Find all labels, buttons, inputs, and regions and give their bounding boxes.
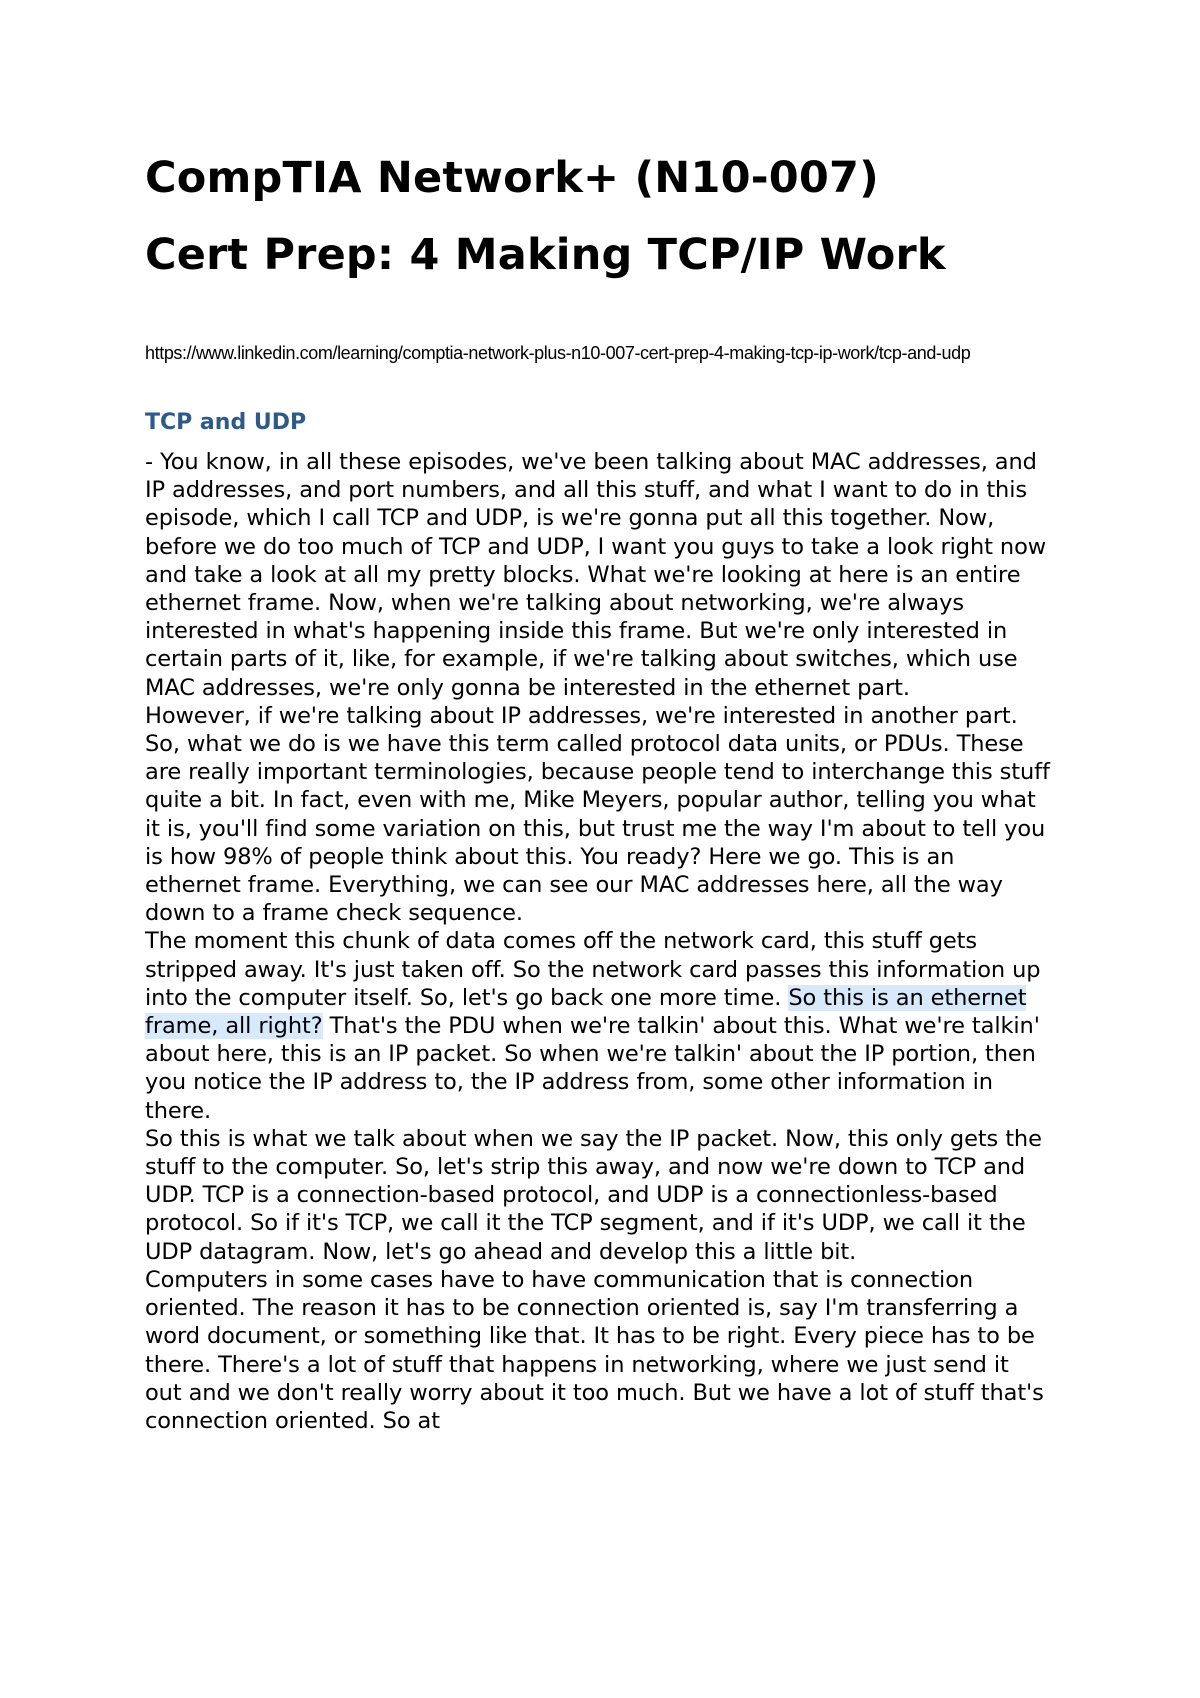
title-line-1: CompTIA Network+ (N10-007) <box>145 153 879 203</box>
source-url: https://www.linkedin.com/learning/comptia-network-plus-n10-007-cert-prep-4-making-tcp-ip-work/tcp-and-udp <box>145 343 971 363</box>
title-line-2: Cert Prep: 4 Making TCP/IP Work <box>145 230 946 280</box>
paragraph-5: Computers in some cases have to have communication that is connection oriented. The reason it has to be connection oriented is, say I'm transferring a word document, or something like that. It has to be right. Every piece has to be there. There's a lot of stuff that happens in networking, where we just send it out and we don't really worry about it too much. But we have a lot of stuff that's connection oriented. So at <box>145 1266 1044 1434</box>
section-heading: TCP and UDP <box>145 410 307 435</box>
highlighted-text: So this is an ethernet frame, all right? <box>145 984 1027 1040</box>
paragraph-3-after: That's the PDU when we're talkin' about this. What we're talkin' about here, this is an IP packet. So when we're talkin' about the IP portion, then you notice the IP address to, the IP address from, some other information in there. <box>145 1013 1040 1124</box>
paragraph-3 <box>145 927 1050 1124</box>
paragraph-1: - You know, in all these episodes, we've been talking about MAC addresses, and IP addresses, and port numbers, and all this stuff, and what I want to do in this episode, which I call TCP and UDP, is we're gonna put all this together. Now, before we do too much of TCP and UDP, I want you guys to take a look right now and take a look at all my pretty blocks. What we're looking at here is an entire ethernet frame. Now, when we're talking about networking, we're always interested in what's happening inside this frame. But we're only interested in certain parts of it, like, for example, if we're talking about switches, which use MAC addresses, we're only gonna be interested in the ethernet part. <box>145 449 1047 701</box>
paragraph-3-before: The moment this chunk of data comes off the network card, this stuff gets stripped away. It's just taken off. So the network card passes this information up into the computer itself. So, let's go back one more time. <box>145 928 1041 1011</box>
paragraph-2: However, if we're talking about IP addresses, we're interested in another part. So, what we do is we have this term called protocol data units, or PDUs. These are really important terminologies, because people tend to interchange this stuff quite a bit. In fact, even with me, Mike Meyers, popular author, telling you what it is, you'll find some variation on this, but trust me the way I'm about to tell you is how 98% of people think about this. You ready? Here we go. This is an ethernet frame. Everything, we can see our MAC addresses here, all the way down to a frame check sequence. <box>145 702 1050 927</box>
paragraph-4: So this is what we talk about when we say the IP packet. Now, this only gets the stuff to the computer. So, let's strip this away, and now we're down to TCP and UDP. TCP is a connection-based protocol, and UDP is a connectionless-based protocol. So if it's TCP, we call it the TCP segment, and if it's UDP, we call it the UDP datagram. Now, let's go ahead and develop this a little bit. <box>145 1125 1042 1265</box>
document-page <box>145 140 1050 1435</box>
document-title <box>145 140 1050 294</box>
